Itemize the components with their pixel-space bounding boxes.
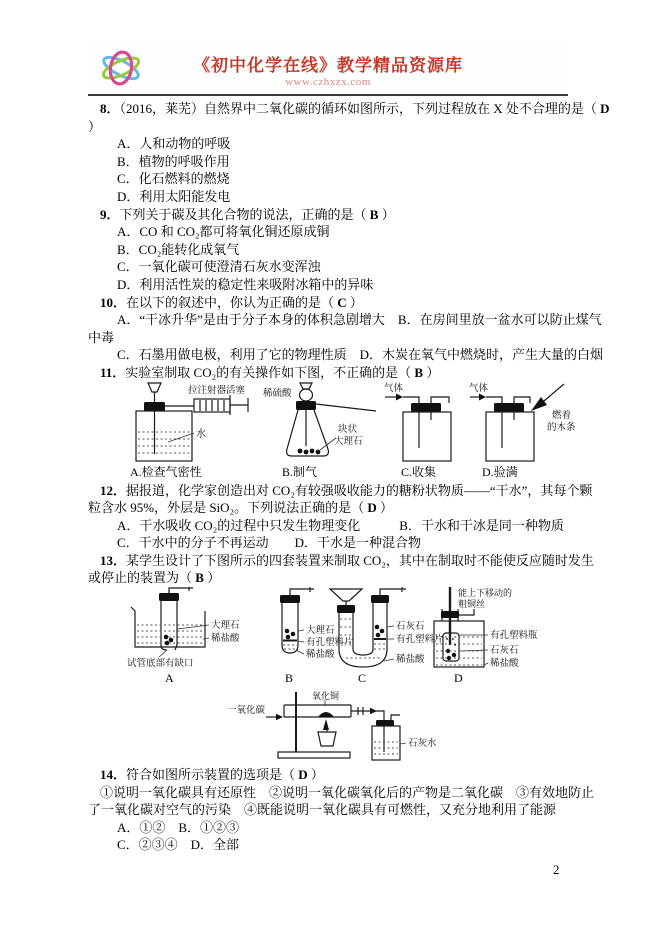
setup-a-letter: A bbox=[165, 671, 174, 686]
question-10-stem bbox=[88, 294, 568, 312]
funnel-icon bbox=[330, 589, 362, 601]
question-13-close: ） bbox=[203, 570, 221, 586]
question-8-option-d: D．利用太阳能发电 bbox=[117, 188, 231, 204]
question-11-text: 实验室制取 CO₂的有关操作如下图，不正确的是（ bbox=[125, 364, 415, 380]
arrow-right-icon bbox=[276, 714, 283, 720]
apparatus-c-caption: C.收集 bbox=[401, 464, 437, 479]
stand-base-icon bbox=[278, 752, 350, 758]
label-perforated-sheet: 有孔塑料片 bbox=[396, 635, 444, 646]
setup-d-diagram bbox=[420, 587, 570, 671]
question-12-options-cd: C．干水中的分子不再运动 D．干水是一种混合物 bbox=[117, 535, 422, 551]
question-14-text: 符合如图所示装置的选项是（ bbox=[126, 767, 299, 783]
question-12-text-2: 粒含水 95%，外层是 SiO₂。下列说法正确的是（ bbox=[88, 500, 368, 516]
question-8-stem bbox=[88, 100, 610, 118]
stopper-icon bbox=[376, 720, 394, 726]
fullness-test-diagram bbox=[468, 382, 593, 465]
marble-lump-icon bbox=[285, 629, 290, 634]
question-9-stem bbox=[88, 206, 568, 224]
arrow-right-icon bbox=[396, 393, 403, 400]
thistle-funnel-icon bbox=[148, 383, 161, 392]
question-12-answer: D bbox=[367, 500, 377, 516]
apparatus-gas-generation bbox=[262, 382, 380, 479]
question-9-option-a: A．CO 和 CO₂都可将氧化铜还原成铜 bbox=[117, 224, 330, 240]
question-8-option-b: B．植物的呼吸作用 bbox=[117, 153, 230, 169]
label-limestone: 石灰石 bbox=[490, 646, 519, 657]
logo-atom-icon bbox=[98, 43, 144, 91]
label-dilute-sulfuric-acid: 稀硫酸 bbox=[263, 388, 292, 399]
question-12-text-1: 据报道，化学家创造出对 CO₂有较强吸收能力的糖粉状物质——“干水”，其每个颗 bbox=[126, 482, 593, 498]
label-burning-splint-1: 燃着 bbox=[552, 410, 572, 421]
question-12-stem bbox=[88, 482, 593, 500]
question-13-text-1: 某学生设计了下图所示的四套装置来制取 CO₂，其中在制取时不能使反应随时发生 bbox=[126, 552, 594, 568]
funnel-top-icon bbox=[300, 383, 312, 389]
question-10-answer: C bbox=[337, 294, 347, 310]
question-11-close: ） bbox=[423, 364, 440, 380]
label-dilute-hcl: 稀盐酸 bbox=[211, 634, 240, 645]
question-11 bbox=[88, 364, 576, 482]
question-12-stem-wrap bbox=[88, 499, 568, 517]
label-marble: 大理石 bbox=[211, 621, 240, 632]
question-8 bbox=[88, 100, 610, 206]
question-9-option-d: D．利用活性炭的稳定性来吸附冰箱中的异味 bbox=[117, 276, 374, 292]
question-8-stem-wrap: ） bbox=[88, 118, 102, 134]
label-dilute-hcl: 稀盐酸 bbox=[490, 659, 519, 670]
question-9-text: 下列关于碳及其化合物的说法，正确的是（ bbox=[119, 206, 370, 222]
question-14-options-cd: C．②③④ D．全部 bbox=[117, 837, 240, 853]
stopper-icon bbox=[337, 605, 355, 613]
apparatus-d-caption: D.验满 bbox=[482, 464, 518, 479]
question-9 bbox=[88, 206, 568, 294]
question-8-text: （2016，莱芜）自然界中二氧化碳的循环如图所示，下列过程放在 X 处不合理的是（ bbox=[119, 101, 601, 116]
question-14-answer: D bbox=[298, 767, 308, 783]
label-dilute-hcl: 稀盐酸 bbox=[396, 655, 425, 666]
question-14-stem bbox=[88, 766, 568, 784]
apparatus-fullness-test bbox=[468, 382, 593, 479]
apparatus-b-caption: B.制气 bbox=[282, 464, 318, 479]
label-movable-wire-1: 能上下移动的 bbox=[458, 588, 513, 599]
question-8-option-c: C．化石燃料的燃烧 bbox=[117, 171, 230, 187]
setup-a-diagram bbox=[123, 587, 273, 671]
label-marble: 大理石 bbox=[306, 626, 335, 637]
question-8-number: 8． bbox=[100, 101, 120, 116]
question-10-options-cd: C．石墨用做电极，利用了它的物理性质 D．木炭在氧气中燃烧时，产生大量的白烟 bbox=[117, 347, 604, 363]
question-14-options-ab: A．①② B．①②③ bbox=[117, 819, 240, 835]
gas-bottle-icon bbox=[372, 726, 400, 760]
stopper-icon bbox=[296, 401, 316, 410]
flame-icon bbox=[323, 719, 329, 730]
setup-b-letter: B bbox=[285, 671, 294, 686]
setup-a-test-tube-in-beaker bbox=[123, 587, 273, 685]
question-9-option-b: B．CO₂能转化成氧气 bbox=[117, 241, 240, 257]
apparatus-gas-collection bbox=[383, 382, 475, 479]
question-14-statements-1: ①说明一氧化碳具有还原性 ②说明一氧化碳氧化后的产物是二氧化碳 ③有效地防止 bbox=[100, 784, 595, 800]
setup-d-letter: D bbox=[454, 671, 463, 686]
question-11-number: 11． bbox=[100, 364, 126, 380]
label-gas: 气体 bbox=[384, 383, 404, 394]
gas-collection-diagram bbox=[383, 382, 475, 465]
label-burning-splint-2: 的木条 bbox=[547, 422, 576, 433]
label-perforated-sheet: 有孔塑料片 bbox=[306, 638, 354, 649]
question-13-stem bbox=[88, 552, 594, 570]
label-gas: 气体 bbox=[469, 383, 489, 394]
gas-bottle-icon bbox=[486, 412, 534, 461]
question-9-answer: B bbox=[369, 206, 379, 222]
label-limewater: 石灰水 bbox=[408, 739, 437, 750]
question-13 bbox=[88, 552, 594, 690]
gas-generation-diagram bbox=[262, 382, 380, 465]
header bbox=[88, 40, 568, 96]
question-12-options-ab: A．干水吸收 CO₂的过程中只发生物理变化 B．干水和干冰是同一种物质 bbox=[117, 517, 564, 533]
question-11-answer: B bbox=[414, 364, 424, 380]
question-11-stem bbox=[88, 364, 568, 382]
question-10-text: 在以下的叙述中，你认为正确的是（ bbox=[126, 294, 338, 310]
stopper-icon bbox=[441, 611, 459, 618]
question-12 bbox=[88, 482, 593, 552]
page-number: 2 bbox=[553, 862, 560, 877]
question-14 bbox=[88, 766, 595, 854]
label-water: 水 bbox=[196, 428, 206, 440]
limestone-lump-icon bbox=[375, 625, 380, 630]
question-10-close: ） bbox=[346, 294, 363, 310]
stopper-icon bbox=[280, 595, 300, 603]
setup-d-bottle-with-wire bbox=[420, 587, 570, 685]
label-lump-1: 块状 bbox=[338, 424, 358, 435]
stopper-icon bbox=[144, 402, 165, 411]
question-14-close: ） bbox=[307, 767, 324, 783]
question-10 bbox=[88, 294, 604, 364]
question-9-close: ） bbox=[378, 206, 395, 222]
arrow-right-icon bbox=[479, 393, 486, 400]
label-syringe: 拉注射器活塞 bbox=[188, 385, 246, 396]
co-reduction-diagram bbox=[226, 690, 441, 764]
question-14-figure bbox=[88, 690, 568, 766]
site-url-link[interactable]: www.czhxzx.com bbox=[285, 76, 371, 88]
question-11-figure bbox=[88, 382, 576, 482]
arrow-right-icon bbox=[370, 708, 377, 714]
stopper-icon bbox=[411, 403, 441, 412]
question-10-options-ab: A．“干冰升华”是由于分子本身的体积急剧增大 B．在房间里放一盆水可以防止煤气 bbox=[117, 312, 602, 328]
label-notched-bottom: 试管底部有缺口 bbox=[127, 659, 194, 670]
label-dilute-hcl: 稀盐酸 bbox=[306, 650, 335, 661]
question-10-number: 10． bbox=[100, 294, 127, 310]
label-perforated-bottle: 有孔塑料瓶 bbox=[490, 631, 538, 642]
question-13-answer: B bbox=[195, 570, 204, 586]
question-13-stem-wrap bbox=[88, 569, 568, 587]
stopper-icon bbox=[371, 595, 389, 603]
question-12-number: 12． bbox=[100, 482, 127, 498]
label-carbon-monoxide: 一氧化碳 bbox=[227, 706, 266, 717]
flame-icon bbox=[531, 397, 547, 411]
setup-c-letter: C bbox=[358, 671, 367, 686]
label-copper-oxide: 氧化铜 bbox=[312, 691, 340, 702]
question-12-close: ） bbox=[376, 500, 393, 516]
label-limestone: 石灰石 bbox=[396, 622, 425, 633]
syringe-icon bbox=[194, 395, 248, 415]
co-reduction-setup bbox=[226, 690, 441, 764]
question-10-options-ab-wrap: 中毒 bbox=[88, 329, 115, 345]
question-14-number: 14． bbox=[100, 767, 127, 783]
question-13-figure bbox=[88, 587, 568, 690]
gas-bottle-icon bbox=[403, 412, 451, 461]
question-13-text-2: 或停止的装置为（ bbox=[88, 570, 196, 586]
site-title: 《初中化学在线》教学精品资源库 bbox=[193, 56, 463, 75]
check-airtightness-diagram bbox=[128, 382, 263, 465]
apparatus-a-caption: A.检查气密性 bbox=[130, 464, 202, 479]
stopper-icon bbox=[159, 593, 179, 601]
question-14-statements-2: 了一氧化碳对空气的污染 ④既能说明一氧化碳具有可燃性，又充分地利用了能源 bbox=[88, 802, 557, 818]
label-lump-2: 大理石 bbox=[334, 436, 363, 447]
question-8-option-a: A．人和动物的呼吸 bbox=[117, 136, 231, 152]
question-9-number: 9． bbox=[100, 206, 120, 222]
copper-oxide-powder-icon bbox=[318, 712, 334, 717]
label-movable-wire-2: 粗铜丝 bbox=[458, 599, 486, 610]
marble-lump-icon bbox=[298, 448, 303, 453]
question-13-number: 13． bbox=[100, 552, 127, 568]
alcohol-lamp-icon bbox=[318, 732, 336, 746]
question-8-answer: D bbox=[600, 101, 610, 116]
marble-lump-icon bbox=[164, 635, 169, 640]
flask-icon bbox=[287, 410, 329, 456]
stopper-icon bbox=[494, 403, 524, 412]
question-9-option-c: C．一氧化碳可使澄清石灰水变浑浊 bbox=[117, 259, 321, 275]
apparatus-check-airtightness bbox=[128, 382, 263, 479]
